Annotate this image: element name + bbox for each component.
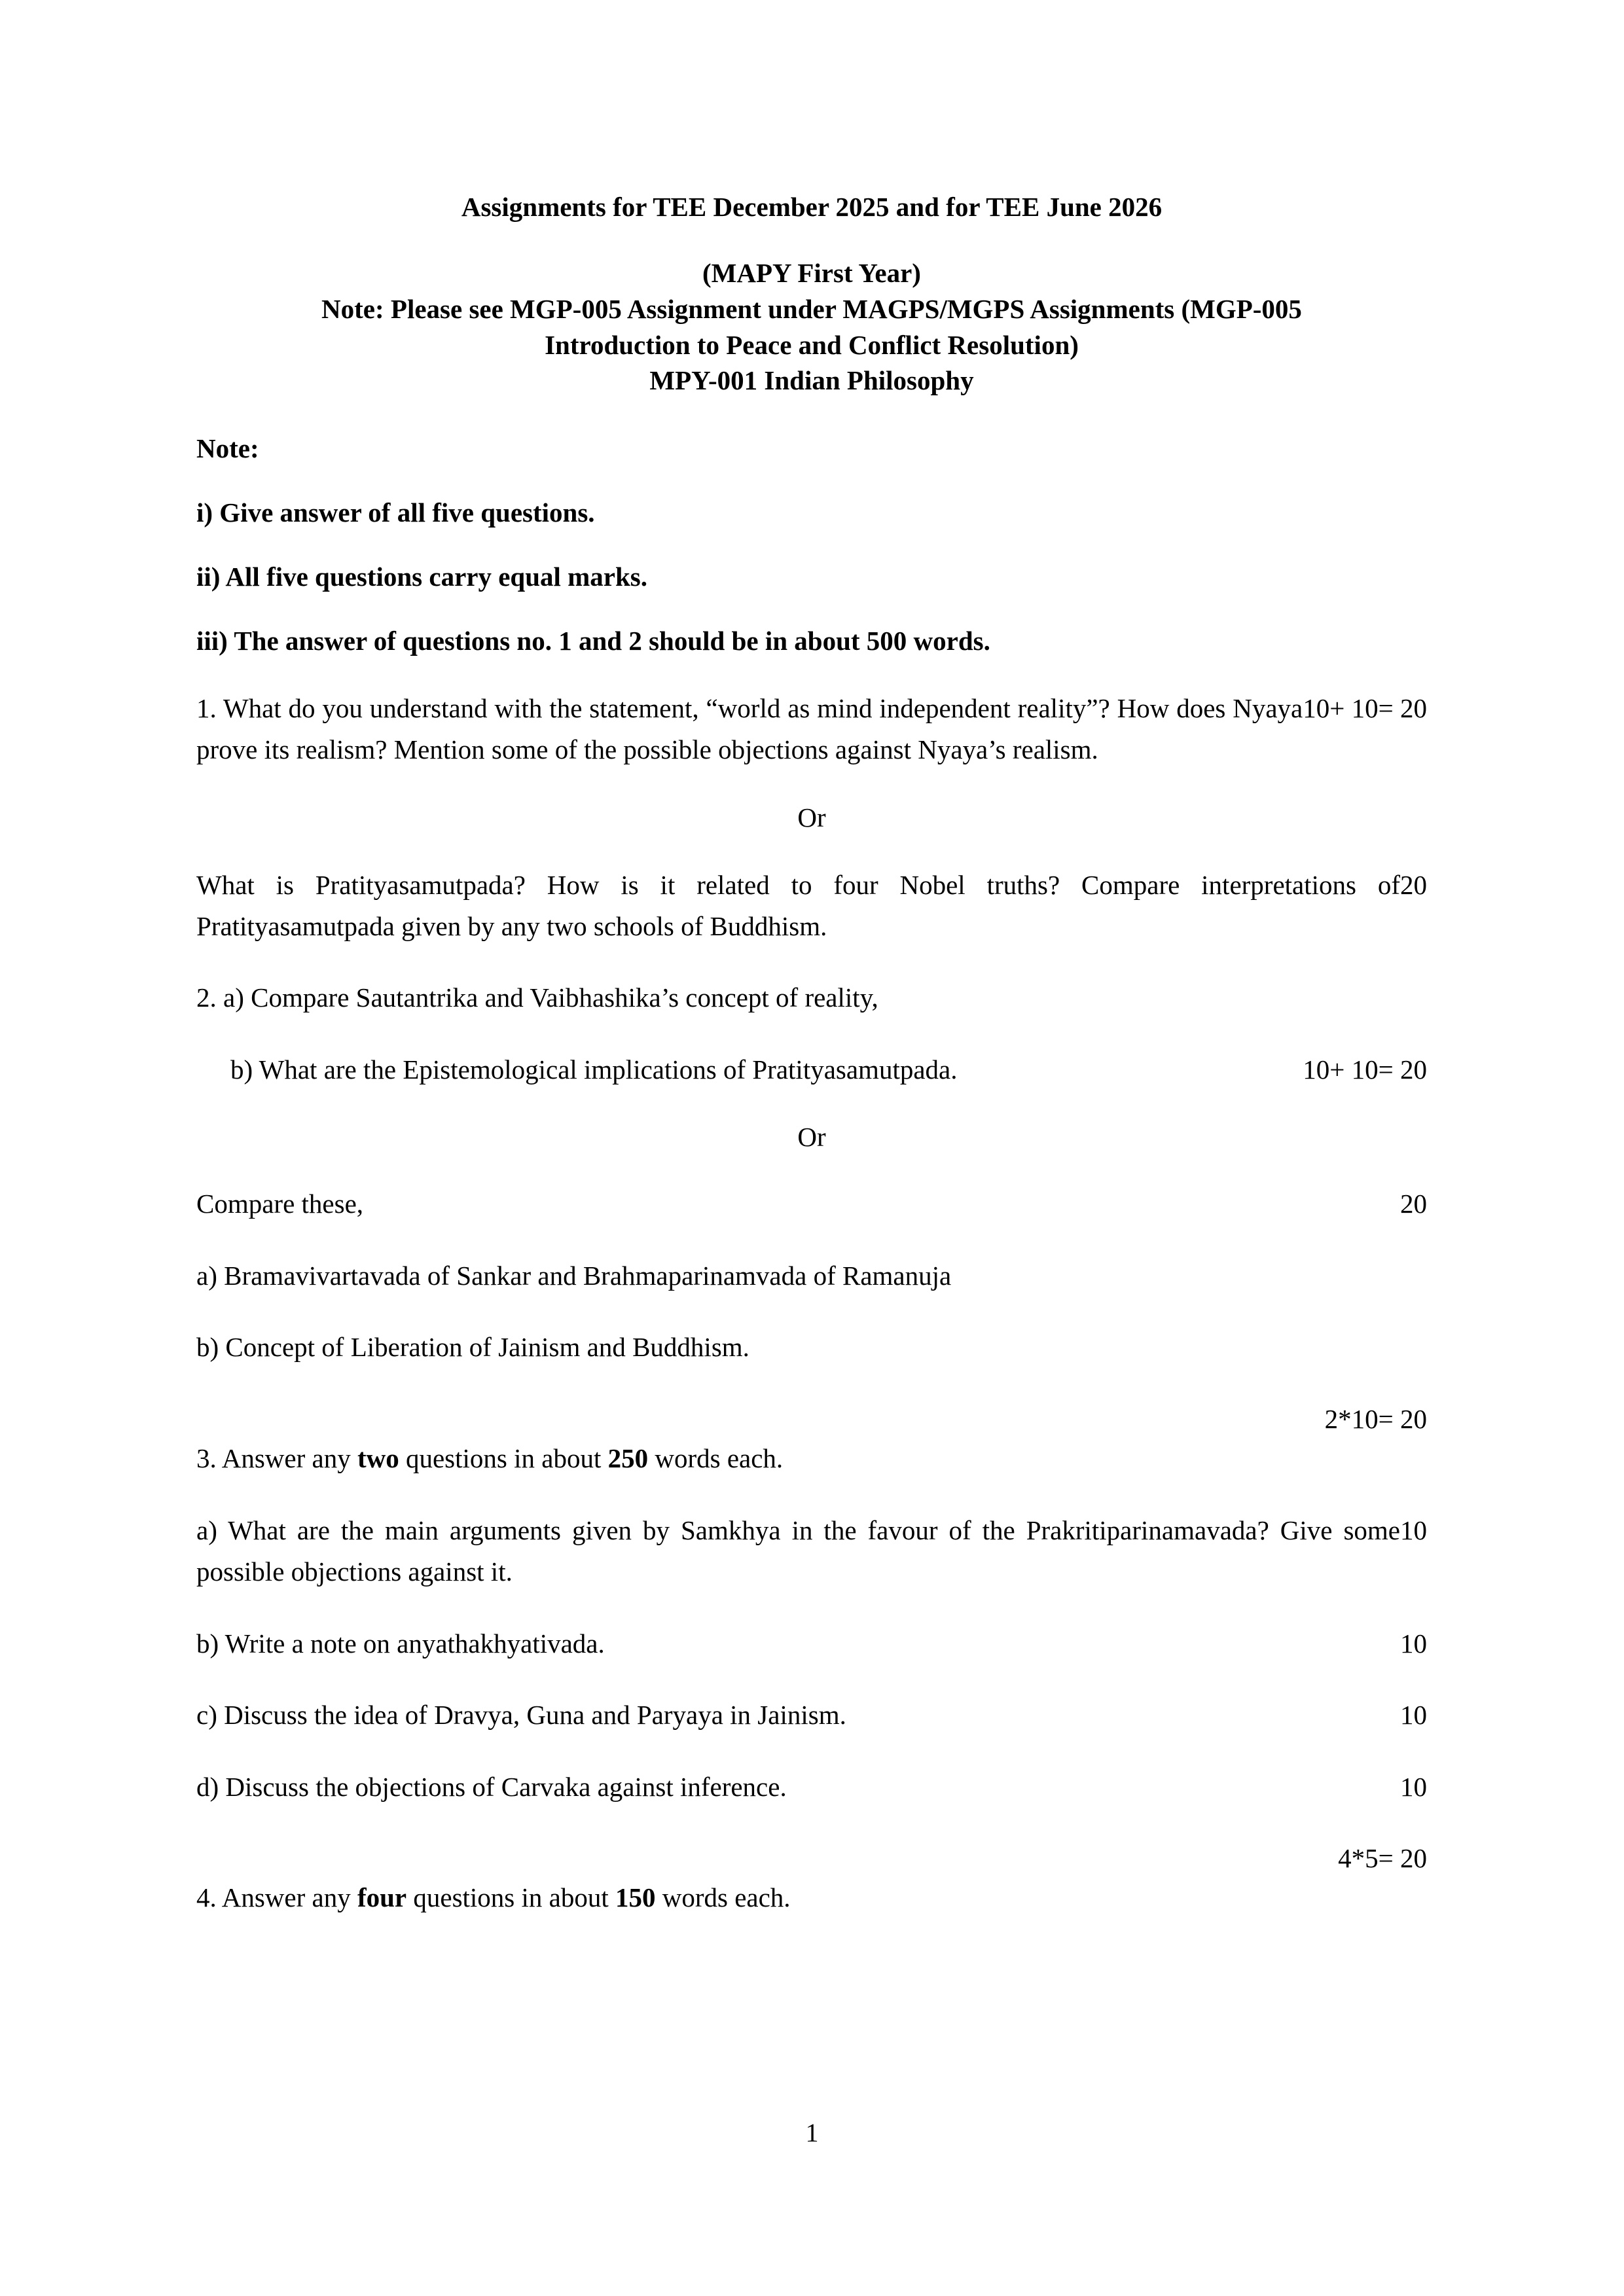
cross-reference-note-line-1: Note: Please see MGP-005 Assignment under MAGPS/MGPS Assignments (MGP-005 — [321, 293, 1302, 324]
question-1 — [196, 656, 1427, 770]
course-code-title: MPY-001 Indian Philosophy — [649, 365, 974, 396]
cross-reference-note-line-2: Introduction to Peace and Conflict Resolution) — [545, 329, 1079, 360]
question-1-alternative — [196, 833, 1427, 946]
question-2-alternative-a — [196, 1225, 1427, 1297]
question-3-heading — [196, 1368, 1427, 1479]
question-1-alternative-marks: 20 — [1400, 869, 1427, 900]
instructions-heading: Note: — [196, 433, 259, 464]
instruction-item-ii: ii) All five questions carry equal marks. — [196, 562, 648, 592]
question-1-text: 1. What do you understand with the statement, “world as mind independent reality”? How does Nyaya prove its realism? Mention some of the possible objections against Nyaya’s realism. — [196, 693, 1303, 765]
document-body — [196, 190, 1427, 1918]
question-1-marks: 10+ 10= 20 — [1303, 693, 1427, 724]
question-3d — [196, 1736, 1427, 1808]
question-4-middle: questions in about — [406, 1882, 615, 1913]
question-4-wordcount: 150 — [615, 1882, 656, 1913]
instruction-item-i: i) Give answer of all five questions. — [196, 497, 595, 528]
question-1-alternative-text: What is Pratityasamutpada? How is it related to four Nobel truths? Compare interpretations of Pratityasamutpada given by any two schools of Buddhism. — [196, 869, 1400, 941]
question-3b — [196, 1592, 1427, 1664]
question-3-wordcount: 250 — [607, 1443, 649, 1473]
question-2-alternative-lead-text: Compare these, — [196, 1189, 364, 1219]
question-2b-text: b) What are the Epistemological implications of Pratityasamutpada. — [230, 1054, 958, 1085]
question-3-count: two — [357, 1443, 399, 1473]
question-3-middle: questions in about — [399, 1443, 608, 1473]
question-3-prefix: 3. Answer any — [196, 1443, 357, 1473]
question-3d-marks: 10 — [1400, 1771, 1427, 1802]
question-2-alternative-marks: 20 — [1400, 1189, 1427, 1219]
question-2-alternative-b — [196, 1296, 1427, 1368]
question-2b-marks: 10+ 10= 20 — [1303, 1054, 1427, 1085]
question-2-alternative-lead — [196, 1153, 1427, 1225]
question-2a-text: 2. a) Compare Sautantrika and Vaibhashika’s concept of reality, — [196, 982, 878, 1013]
or-separator-1: Or — [797, 802, 826, 833]
question-3b-marks: 10 — [1400, 1628, 1427, 1659]
question-4-suffix: words each. — [655, 1882, 791, 1913]
question-3c — [196, 1664, 1427, 1736]
question-4-heading — [196, 1807, 1427, 1918]
page-title: Assignments for TEE December 2025 and for TEE June 2026 — [461, 192, 1163, 222]
question-2-alternative-a-text: a) Bramavivartavada of Sankar and Brahmaparinamvada of Ramanuja — [196, 1260, 952, 1291]
question-3c-marks: 10 — [1400, 1700, 1427, 1731]
question-3-marks: 2*10= 20 — [1324, 1403, 1427, 1434]
question-3b-text: b) Write a note on anyathakhyativada. — [196, 1628, 605, 1659]
question-4-marks: 4*5= 20 — [1338, 1843, 1427, 1874]
question-2a — [196, 946, 1427, 1018]
question-3c-text: c) Discuss the idea of Dravya, Guna and Paryaya in Jainism. — [196, 1700, 846, 1731]
or-separator-2: Or — [797, 1122, 826, 1153]
question-2b — [196, 1018, 1427, 1090]
cross-reference-note — [196, 291, 1427, 399]
question-3a-marks: 10 — [1400, 1515, 1427, 1546]
page-number: 1 — [805, 2118, 819, 2147]
question-3a — [196, 1479, 1427, 1592]
question-4-prefix: 4. Answer any — [196, 1882, 357, 1913]
question-4-count: four — [357, 1882, 407, 1913]
instruction-item-iii: iii) The answer of questions no. 1 and 2 should be in about 500 words. — [196, 626, 990, 656]
question-2-alternative-b-text: b) Concept of Liberation of Jainism and Buddhism. — [196, 1332, 749, 1363]
programme-subtitle: (MAPY First Year) — [702, 258, 921, 289]
question-3-suffix: words each. — [648, 1443, 784, 1473]
question-3a-text: a) What are the main arguments given by Samkhya in the favour of the Prakritiparinamavada? Give some possible objections against it. — [196, 1515, 1400, 1587]
question-3d-text: d) Discuss the objections of Carvaka against inference. — [196, 1771, 787, 1802]
